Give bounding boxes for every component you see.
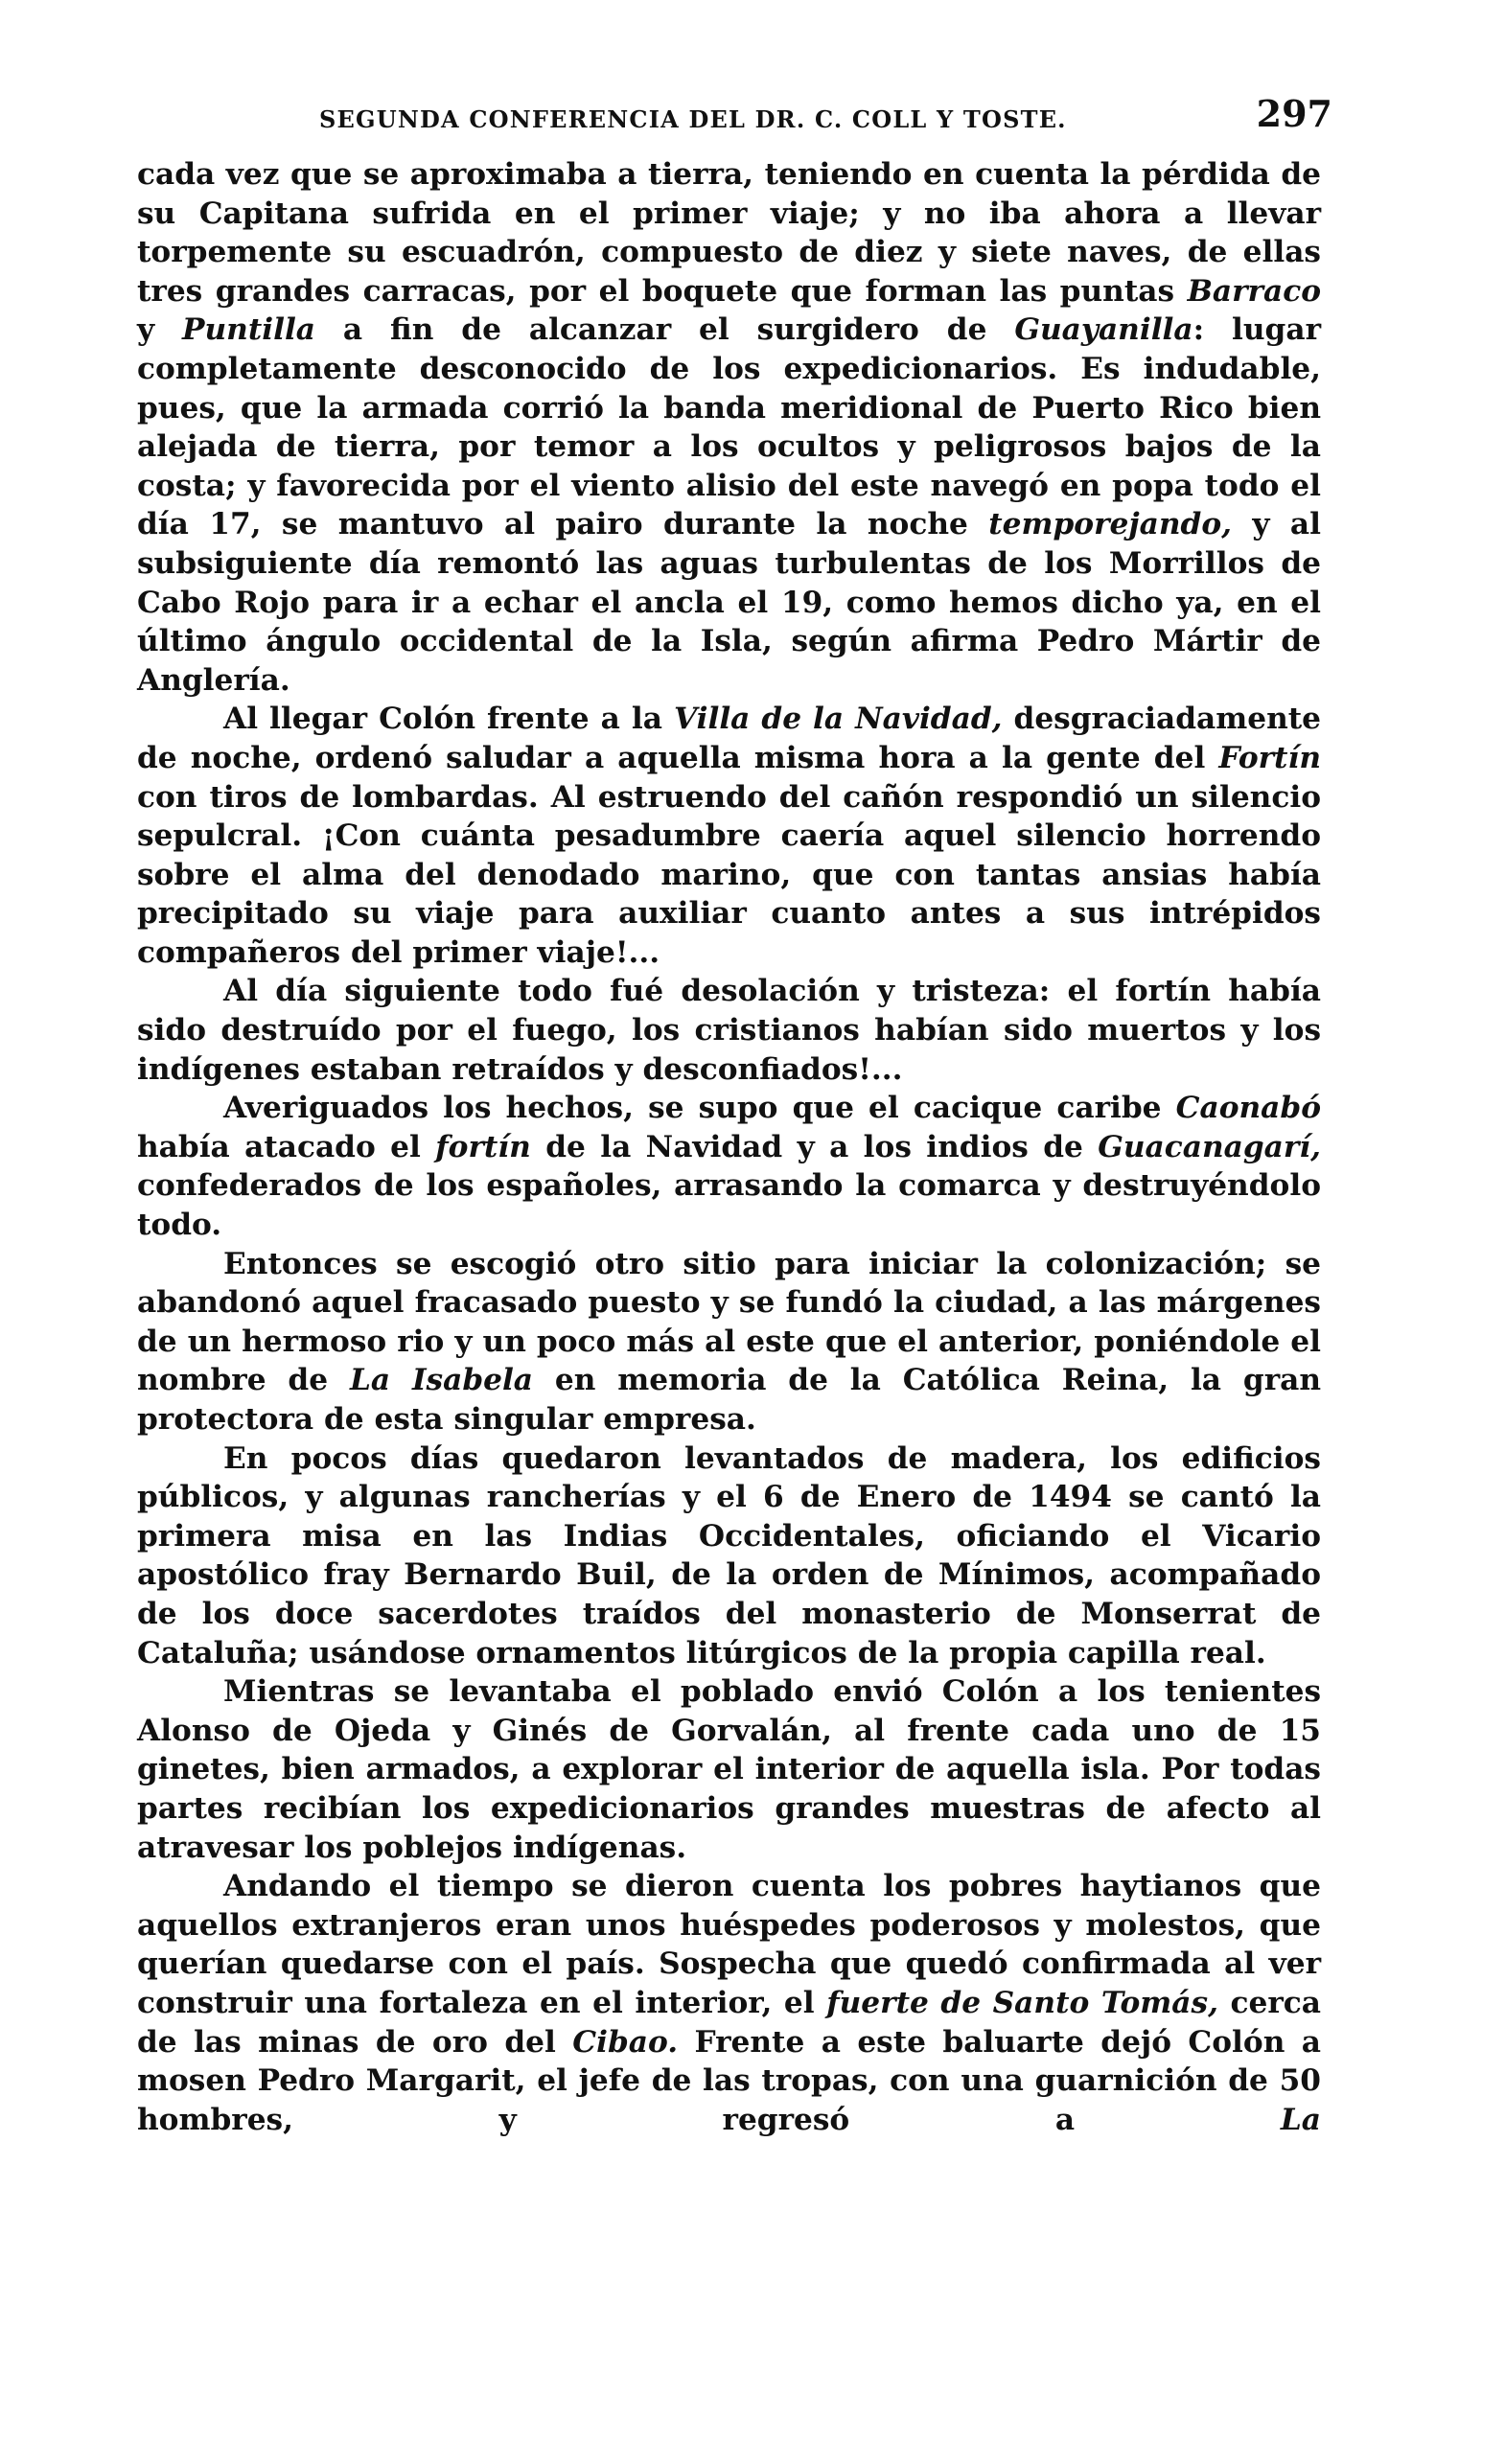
paragraph [137, 1439, 1321, 1673]
text-run: Al llegar Colón frente a la [223, 702, 674, 737]
text-run: de la Navidad y a los indios de [530, 1129, 1099, 1164]
text-run: cerca de las minas de oro del [137, 1985, 1321, 2060]
text-run: había atacado el [137, 1129, 436, 1164]
text-run: Andando el tiempo se dieron cuenta los pobres haytianos que aquellos extranjeros eran unos huéspedes poderosos y molestos, que querían quedarse con el país. Sospecha que quedó confirmada al ver construir una fortaleza en el interior, el [137, 1869, 1321, 2020]
text-run: En pocos días quedaron levantados de madera, los edificios públicos, y algunas rancherías y el 6 de Enero de 1494 se cantó la primera misa en las Indias Occidentales, oficiando el Vicario apostólico fray Bernardo Buil, de la orden de Mínimos, acompañado de los doce sacerdotes traídos del monasterio de Monserrat de Cataluña; usándose ornamentos litúrgicos de la propia capilla real. [137, 1440, 1321, 1670]
text-run: Al día siguiente todo fué desolación y tristeza: el fortín había sido destruído por el fuego, los cristianos habían sido muertos y los indígenes estaban retraídos y desconfiados!... [137, 974, 1321, 1087]
text-run: desgraciadamente de noche, ordenó saludar a aquella misma hora a la gente del [137, 702, 1321, 775]
text-run: y al subsiguiente día remontó las aguas turbulentas de los Morrillos de Cabo Rojo para ir a echar el ancla el 19, como hemos dicho ya, en el último ángulo occidental de la Isla, según afirma Pedro Mártir de Anglería. [137, 507, 1321, 698]
paragraph [137, 1089, 1321, 1244]
text-run: : lugar completamente desconocido de los expedicionarios. Es indudable, pues, que la armada corrió la banda meridional de Puerto Rico bien alejada de tierra, por temor a los ocultos y peligrosos bajos de la costa; y favorecida por el viento alisio del este navegó en popa todo el día 17, se mantuvo al pairo durante la noche [137, 312, 1322, 542]
text-run: y [137, 312, 183, 348]
text-run: Averiguados los hechos, se supo que el cacique caribe [223, 1091, 1176, 1126]
italic-text: fortín [435, 1129, 531, 1164]
text-run: Entonces se escogió otro sitio para iniciar la colonización; se abandonó aquel fracasado puesto y se fundó la ciudad, a las márgenes de un hermoso rio y un poco más al este que el anterior, poniéndole el nombre de [137, 1246, 1321, 1398]
italic-text: Cibao. [572, 2024, 679, 2060]
text-run: Mientras se levantaba el poblado envió Colón a los tenientes Alonso de Ojeda y Ginés de Gorvalán, al frente cada uno de 15 ginetes, bien armados, a explorar el interior de aquella isla. Por todas partes recibían los expedicionarios grandes muestras de afecto al atravesar los poblejos indígenas. [137, 1674, 1321, 1865]
paragraph [137, 972, 1321, 1089]
italic-text: La Isabela [349, 1363, 534, 1398]
paragraph [137, 1672, 1321, 1867]
italic-text: Guacanagarí, [1098, 1129, 1321, 1164]
italic-text: temporejando, [988, 507, 1232, 542]
text-run: confederados de los españoles, arrasando la comarca y destruyéndolo todo. [137, 1168, 1321, 1243]
page-header [137, 88, 1332, 146]
text-run: a fin de alcanzar el surgidero de [315, 312, 1015, 348]
italic-text: Caonabó [1175, 1091, 1321, 1126]
italic-text: fuerte de Santo Tomás, [826, 1985, 1218, 2020]
italic-text: La [1280, 2102, 1321, 2137]
running-head: SEGUNDA CONFERENCIA DEL DR. C. COLL Y TOSTE. [319, 105, 1067, 133]
italic-text: Puntilla [182, 312, 316, 348]
page-number: 297 [1256, 92, 1332, 135]
text-run: Frente a este baluarte dejó Colón a mosen Pedro Margarit, el jefe de las tropas, con una guarnición de 50 hombres, y regresó a [137, 2024, 1322, 2137]
text-run: con tiros de lombardas. Al estruendo del cañón respondió un silencio sepulcral. ¡Con cuánta pesadumbre caería aquel silencio horrendo sobre el alma del denodado marino, que con tantas ansias había precipitado su viaje para auxiliar cuanto antes a sus intrépidos compañeros del primer viaje!... [137, 779, 1321, 970]
book-page [137, 88, 1332, 2139]
paragraph [137, 1867, 1321, 2139]
body-text [137, 155, 1321, 2139]
text-run: en memoria de la Católica Reina, la gran protectora de esta singular empresa. [137, 1363, 1322, 1437]
paragraph [137, 1245, 1321, 1439]
italic-text: Guayanilla [1014, 312, 1193, 348]
italic-text: Fortín [1218, 740, 1321, 775]
paragraph [137, 155, 1321, 700]
italic-text: Villa de la Navidad, [673, 702, 1003, 737]
text-run: cada vez que se aproximaba a tierra, teniendo en cuenta la pérdida de su Capitana sufrida en el primer viaje; y no iba ahora a llevar torpemente su escuadrón, compuesto de diez y siete naves, de ellas tres grandes carracas, por el boquete que forman las puntas [137, 157, 1321, 309]
italic-text: Barraco [1187, 273, 1321, 309]
paragraph [137, 700, 1321, 972]
